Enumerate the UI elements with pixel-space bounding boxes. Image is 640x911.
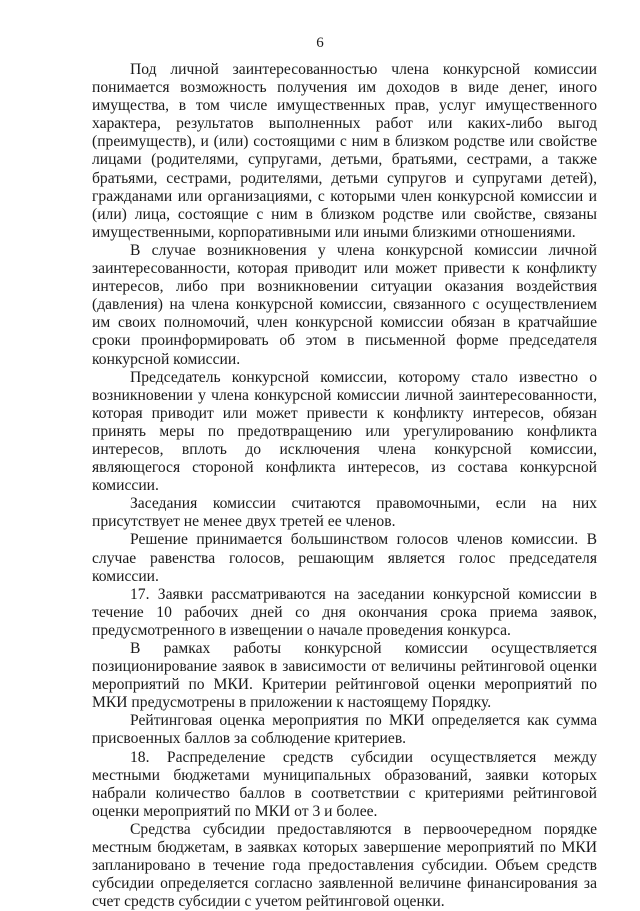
paragraph-priority-allocation: Средства субсидии предоставляются в первоочередном порядке местным бюджетам, в заявках которых завершение мероприятий по МКИ запланировано в течение года предоставления субсидии. Объем средств субсидии определяется согласно заявленной величине финансирования за счет средств субсидии с учетом рейтинговой оценки. <box>92 820 597 911</box>
paragraph-decision-voting: Решение принимается большинством голосов членов комиссии. В случае равенства голосов, решающим является голос председателя комиссии. <box>92 531 597 585</box>
paragraph-17-review-period: 17. Заявки рассматриваются на заседании конкурсной комиссии в течение 10 рабочих дней со дня окончания срока приема заявок, предусмотренного в извещении о начале проведения конкурса. <box>92 585 597 639</box>
paragraph-chairman-measures: Председатель конкурсной комиссии, которому стало известно о возникновении у члена конкурсной комиссии личной заинтересованности, которая приводит или может привести к конфликту интересов, обязан принять меры по предотвращению или урегулированию конфликта интересов, вплоть до исключения члена конкурсной комиссии, являющегося стороной конфликта интересов, из состава конкурсной комиссии. <box>92 368 597 495</box>
paragraph-conflict-notification: В случае возникновения у члена конкурсной комиссии личной заинтересованности, которая приводит или может привести к конфликту интересов, либо при возникновении ситуации оказания воздействия (давления) на члена конкурсной комиссии, связанного с осуществлением им своих полномочий, член конкурсной комиссии обязан в кратчайшие сроки проинформировать об этом в письменной форме председателя конкурсной комиссии. <box>92 241 597 368</box>
paragraph-18-distribution: 18. Распределение средств субсидии осуществляется между местными бюджетами муниципальных образований, заявки которых набрали количество баллов в соответствии с критериями рейтинговой оценки мероприятий по МКИ от 3 и более. <box>92 748 597 820</box>
paragraph-ranking-criteria: В рамках работы конкурсной комиссии осуществляется позиционирование заявок в зависимости от величины рейтинговой оценки мероприятий по МКИ. Критерии рейтинговой оценки мероприятий по МКИ предусмотрены в приложении к настоящему Порядку. <box>92 640 597 712</box>
paragraph-rating-sum: Рейтинговая оценка мероприятия по МКИ определяется как сумма присвоенных баллов за соблюдение критериев. <box>92 712 597 748</box>
document-body <box>92 61 597 911</box>
paragraph-personal-interest-definition: Под личной заинтересованностью члена конкурсной комиссии понимается возможность получения им доходов в виде денег, иного имущества, в том числе имущественных прав, услуг имущественного характера, результатов выполненных работ или каких-либо выгод (преимуществ), и (или) состоящими с ним в близком родстве или свойстве лицами (родителями, супругами, детьми, братьями, сестрами, а также братьями, сестрами, родителями, детьми супругов и супругами детей), гражданами или организациями, с которыми член конкурсной комиссии и (или) лица, состоящие с ним в близком родстве или свойстве, связаны имущественными, корпоративными или иными близкими отношениями. <box>92 61 597 241</box>
page-number: 6 <box>316 35 324 51</box>
paragraph-quorum: Заседания комиссии считаются правомочными, если на них присутствует не менее двух третей ее членов. <box>92 495 597 531</box>
